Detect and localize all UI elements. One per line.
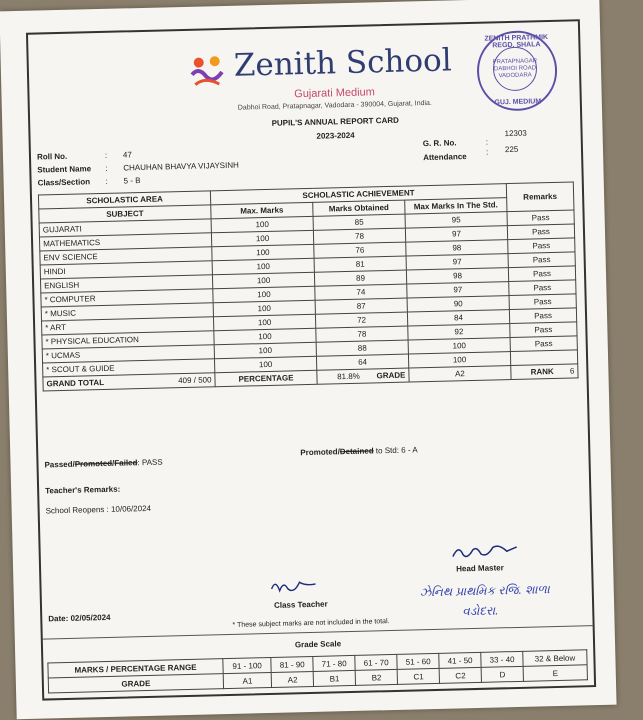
subject-cell: * ART <box>42 317 214 335</box>
std-max-cell: 100 <box>408 352 510 368</box>
gr-label: G. R. No. <box>422 138 457 149</box>
marks-obtained-cell: 89 <box>314 270 406 286</box>
grand-total-label-text: GRAND TOTAL <box>46 377 105 389</box>
passed-suffix: : PASS <box>137 457 163 468</box>
max-marks-cell: 100 <box>213 286 315 302</box>
school-name: Zenith School <box>233 42 453 84</box>
remark-cell: Pass <box>507 210 574 226</box>
percentage-value-cell <box>317 368 409 384</box>
seal-ring-top: ZENITH PRATHMIK REGD. SHALA <box>484 34 549 50</box>
grade-scale-title: Grade Scale <box>294 639 342 650</box>
marks-obtained-cell: 76 <box>314 242 406 258</box>
max-marks-cell: 100 <box>211 216 313 232</box>
gujarati-stamp-line-1: ઝેનિથ પ્રાથમિક રજિ. શાળા <box>419 582 550 600</box>
attendance-colon: : <box>485 147 489 157</box>
teacher-remarks-label: Teacher's Remarks: <box>45 484 121 496</box>
grade-range-cell: 81 - 90 <box>271 656 313 672</box>
max-marks-cell: 100 <box>213 300 315 316</box>
grade-range-cell: 32 & Below <box>523 650 587 667</box>
detained-struck: Detained <box>339 446 374 457</box>
grade-letter-cell: B2 <box>355 669 397 685</box>
school-medium: Gujarati Medium <box>294 86 376 101</box>
failed-struck: Failed <box>114 458 138 468</box>
roll-label: Roll No. <box>36 151 68 162</box>
head-master-signature-icon <box>451 541 521 563</box>
report-card-frame <box>26 19 596 700</box>
grade-row-label: GRADE <box>48 674 223 693</box>
marks-obtained-cell: 81 <box>314 256 406 272</box>
grade-label: GRADE <box>376 370 406 381</box>
remark-cell: Pass <box>507 224 574 240</box>
class-colon: : <box>105 176 108 186</box>
promoted-label: Promoted/ <box>300 447 340 458</box>
grade-range-cell: 51 - 60 <box>397 653 439 669</box>
grade-letter-cell: E <box>523 665 587 682</box>
remark-cell: Pass <box>509 280 576 296</box>
grade-scale-table <box>47 649 588 693</box>
grand-total-label <box>43 373 215 391</box>
gr-colon: : <box>485 137 489 147</box>
percentage-value: 81.8% <box>337 371 360 382</box>
remark-cell: Pass <box>508 238 575 254</box>
marks-obtained-cell: 85 <box>313 214 405 230</box>
report-title: PUPIL'S ANNUAL REPORT CARD <box>271 115 399 128</box>
school-reopens: School Reopens : 10/06/2024 <box>45 503 152 516</box>
class-label: Class/Section <box>37 177 91 188</box>
promotion-status <box>300 445 418 457</box>
name-colon: : <box>105 163 108 173</box>
std-max-cell: 98 <box>406 268 508 284</box>
std-max-cell: 95 <box>405 212 507 228</box>
school-logo-icon <box>189 54 230 89</box>
max-marks-cell: 100 <box>212 258 314 274</box>
subject-cell: * UCMAS <box>42 345 214 363</box>
grade-range-cell: 41 - 50 <box>439 652 481 668</box>
school-address: Dabhoi Road, Pratapnagar, Vadodara - 390004, Gujarat, India. <box>237 99 432 112</box>
max-marks-cell: 100 <box>212 244 314 260</box>
class-teacher-signature-icon <box>269 576 319 597</box>
promoted-suffix: to Std: 6 - A <box>373 445 418 456</box>
class-value: 5 - B <box>123 176 141 186</box>
gr-value: 12303 <box>504 128 527 139</box>
grade-range-cell: 71 - 80 <box>313 655 355 671</box>
subject-cell: HINDI <box>40 261 212 279</box>
marks-obtained-cell: 88 <box>316 340 408 356</box>
marks-table <box>38 181 579 391</box>
scholastic-achievement-header: SCHOLASTIC ACHIEVEMENT <box>210 184 506 205</box>
pass-status <box>44 458 162 470</box>
seal-inner-text: PRATAPNAGAR DABHOI ROAD VADODARA <box>492 46 537 91</box>
grand-total-value: 409 / 500 <box>178 375 212 386</box>
marks-obtained-cell: 78 <box>316 326 408 342</box>
grade-value: A2 <box>454 369 465 379</box>
std-max-header: Max Marks In The Std. <box>405 198 507 214</box>
promoted-struck: Promoted <box>74 458 113 469</box>
range-label: MARKS / PERCENTAGE RANGE <box>48 659 223 678</box>
std-max-cell: 100 <box>408 338 510 354</box>
head-master-label: Head Master <box>456 563 504 574</box>
max-marks-cell: 100 <box>212 272 314 288</box>
marks-obtained-cell: 72 <box>315 312 407 328</box>
grade-letter-cell: A2 <box>271 671 313 687</box>
grade-range-cell: 91 - 100 <box>223 657 272 673</box>
grade-value-cell <box>409 366 511 382</box>
marks-obtained-header: Marks Obtained <box>313 200 405 216</box>
percentage-label: PERCENTAGE <box>238 373 294 384</box>
slash: / <box>111 458 115 468</box>
remark-cell: Pass <box>510 322 577 338</box>
subject-cell: * MUSIC <box>41 303 213 321</box>
subject-cell: * COMPUTER <box>41 289 213 307</box>
grade-letter-cell: A1 <box>223 672 272 688</box>
school-seal-stamp <box>476 30 558 112</box>
max-marks-header: Max. Marks <box>211 202 313 218</box>
subject-cell: * PHYSICAL EDUCATION <box>42 331 214 349</box>
grade-letter-cell: D <box>481 666 523 682</box>
std-max-cell: 92 <box>408 324 510 340</box>
grade-letter-cell: C2 <box>439 667 481 683</box>
class-teacher-label: Class Teacher <box>273 599 328 610</box>
max-marks-cell: 100 <box>213 314 315 330</box>
passed-prefix: Passed/ <box>44 459 75 470</box>
remarks-header: Remarks <box>506 182 574 212</box>
seal-ring-bottom: GUJ. MEDIUM <box>494 98 542 107</box>
marks-obtained-cell: 64 <box>316 354 408 370</box>
remark-cell: Pass <box>509 308 576 324</box>
marks-obtained-cell: 74 <box>315 284 407 300</box>
std-max-cell: 97 <box>405 226 507 242</box>
rank-cell <box>511 364 578 380</box>
remark-cell: Pass <box>508 266 575 282</box>
subject-note: * These subject marks are not included in the total. <box>232 618 390 629</box>
max-marks-cell: 100 <box>211 230 313 246</box>
roll-colon: : <box>104 150 108 160</box>
std-max-cell: 98 <box>406 240 508 256</box>
marks-obtained-cell: 78 <box>313 228 405 244</box>
marks-body <box>39 210 578 377</box>
percentage-cell <box>215 370 317 386</box>
subject-cell: ENGLISH <box>40 275 212 293</box>
subject-cell: MATHEMATICS <box>39 233 211 251</box>
roll-value: 47 <box>122 150 132 160</box>
remark-cell: Pass <box>509 294 576 310</box>
subject-cell: * SCOUT & GUIDE <box>43 359 215 377</box>
attendance-label: Attendance <box>423 152 467 163</box>
subject-header: SUBJECT <box>39 205 211 223</box>
grade-letter-cell: C1 <box>397 668 439 684</box>
attendance-value: 225 <box>504 144 519 155</box>
grade-range-cell: 33 - 40 <box>481 651 523 667</box>
marks-obtained-cell: 87 <box>315 298 407 314</box>
rank-value: 6 <box>569 366 575 376</box>
remark-cell: Pass <box>508 252 575 268</box>
max-marks-cell: 100 <box>214 356 316 372</box>
std-max-cell: 84 <box>407 310 509 326</box>
remark-cell: Pass <box>510 336 577 352</box>
std-max-cell: 97 <box>406 254 508 270</box>
subject-cell: ENV SCIENCE <box>40 247 212 265</box>
subject-cell: GUJARATI <box>39 219 211 237</box>
max-marks-cell: 100 <box>214 342 316 358</box>
grade-range-cell: 61 - 70 <box>355 654 397 670</box>
std-max-cell: 97 <box>407 282 509 298</box>
report-date: Date: 02/05/2024 <box>48 612 111 624</box>
name-label: Student Name <box>37 164 92 175</box>
gujarati-stamp-line-2: વડોદરા. <box>462 603 499 619</box>
name-value: CHAUHAN BHAVYA VIJAYSINH <box>123 160 239 173</box>
scholastic-area-header: SCHOLASTIC AREA <box>38 191 210 209</box>
rank-label: RANK <box>530 367 554 377</box>
academic-year: 2023-2024 <box>316 130 355 141</box>
max-marks-cell: 100 <box>214 328 316 344</box>
std-max-cell: 90 <box>407 296 509 312</box>
grade-letter-cell: B1 <box>313 670 355 686</box>
